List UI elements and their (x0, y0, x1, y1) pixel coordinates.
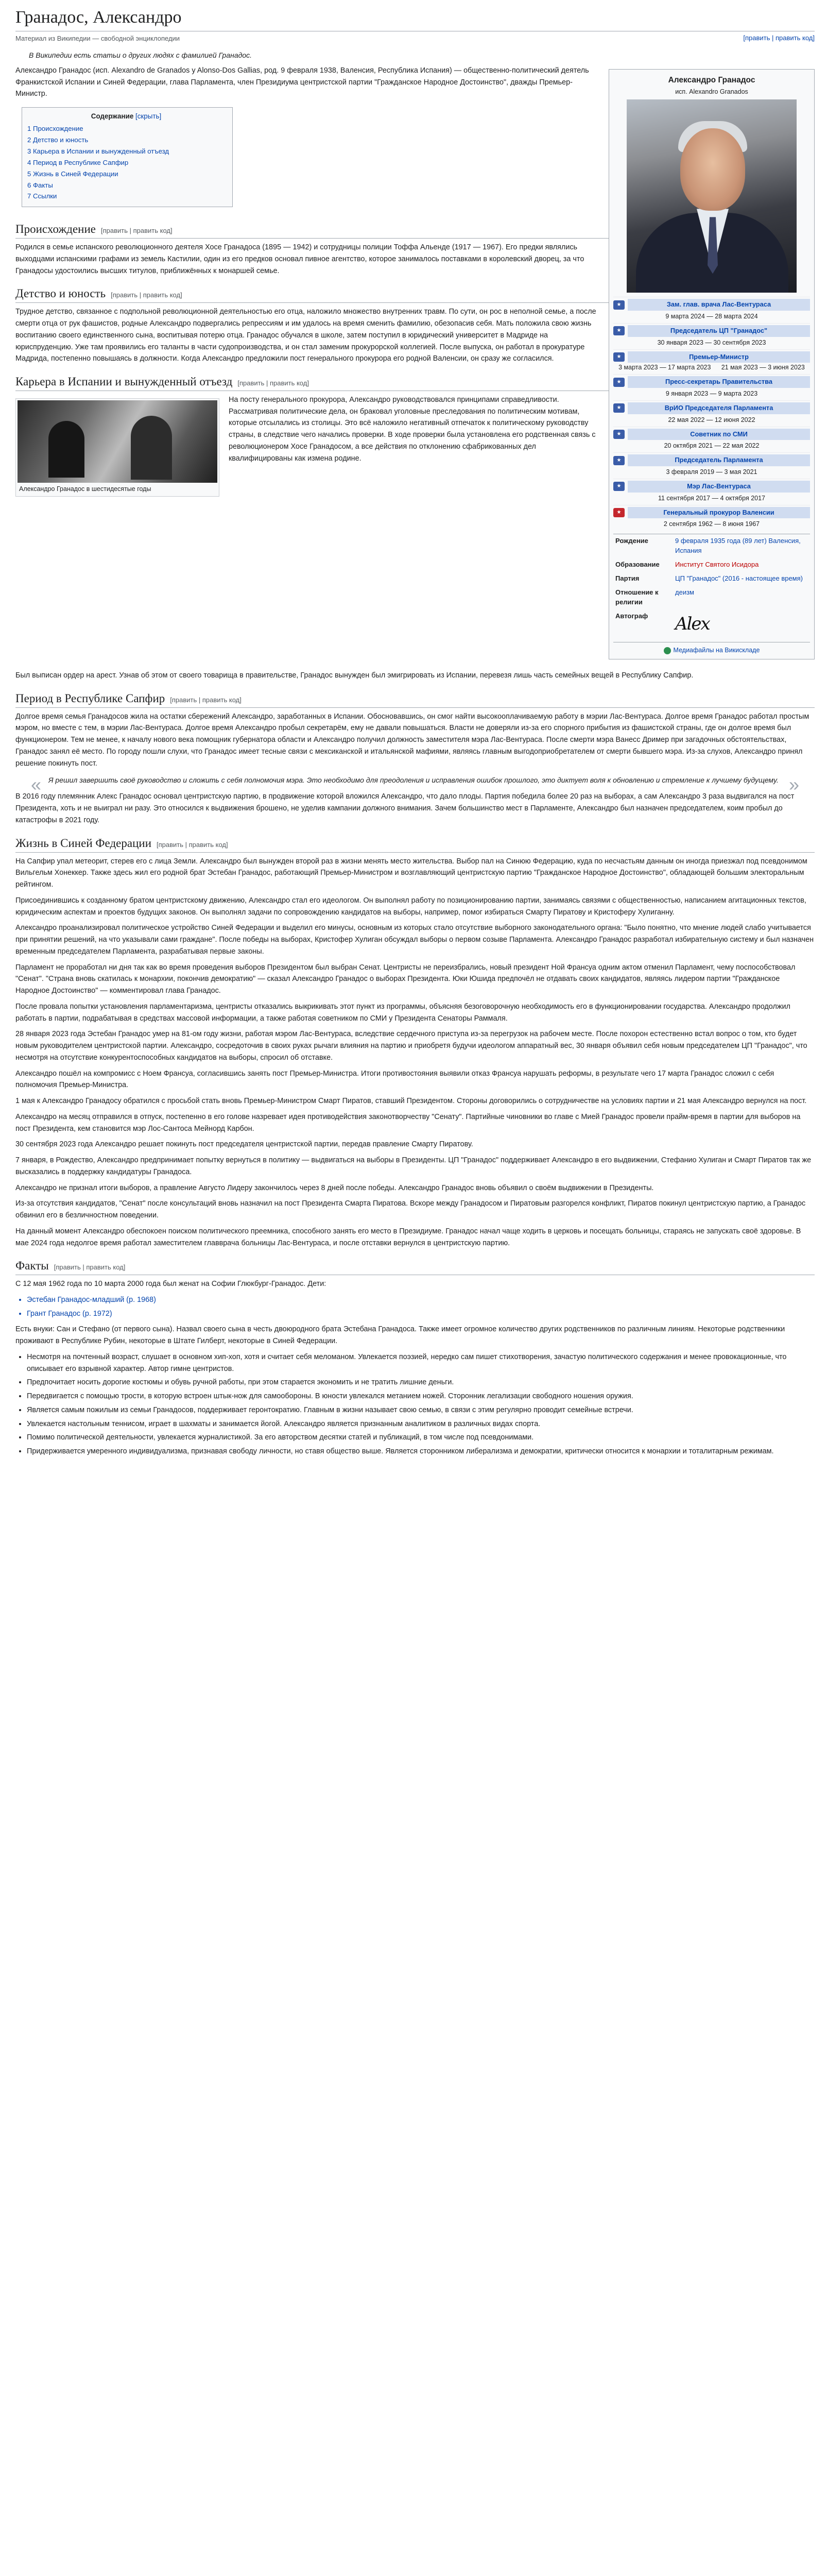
infobox-posts (613, 297, 810, 531)
emblem-icon: ★ (613, 326, 625, 335)
infobox-post (613, 452, 810, 479)
education-label: Образование (615, 561, 660, 569)
post-title-link[interactable]: Председатель ЦП "Гранадос" (628, 325, 810, 337)
quote-open-icon: « (31, 774, 42, 795)
infobox-post (613, 349, 810, 375)
career-paragraph-2: Был выписан ордер на арест. Узнав об этом от своего товарища в правительстве, Гранадос вынужден был эмигрировать из Испании, перевезя лишь часть семейных вещей в Республику Сапфир. (15, 671, 694, 680)
post-dates: 30 января 2023 — 30 сентября 2023 (657, 338, 766, 346)
infobox-post (613, 297, 810, 323)
commons-icon (664, 647, 671, 654)
toc-list (27, 124, 225, 202)
childhood-paragraph: Трудное детство, связанное с подпольной революционной деятельностью его отца, наложило множество внутренних травм. По сути, он рос в неполной семье, а после смерти отца от рук фашистов, родные Александро подвергались репрессиям и им удалось на время сменить фамилию, обезопасив себя. Мать положила свою жизнь воспитанию своего единственного сына, воспитывая потерю отца. Гранадос обучался в школе, затем поступил в юридический университет в Мадриде на юриспруденцию. Уже там проявились его таланты в части судопроизводства, и он стал заменим прокурорской коллегией. После выпуска, он работал в прокуратуре Мадрида, постепенно повышаясь в должности. Когда Александро предложили пост генерального прокурора его родной Валенсии, он сразу же согласился. (15, 308, 596, 363)
quote-block (31, 774, 799, 795)
facts-intro: С 12 мая 1962 года по 10 марта 2000 года был женат на Софии Глюкбург-Гранадос. Дети: (15, 1280, 326, 1289)
lead-paragraph: Александро Гранадос (исп. Alexandro de Granados y Alonso-Dos Gallias, род. 9 февраля 1938, Валенсия, Республика Испания) — общественно-политический деятель Франкистской Испании и Синей Федерации, глава Парламента, член Президиума центристской партии "Гражданское Народное Достоинство", дважды Премьер-Министр. (15, 66, 589, 98)
birth-value[interactable]: 9 февраля 1935 года (89 лет) Валенсия, Испания (675, 537, 801, 555)
fact-item: • Помимо политической деятельности, увлекается журналистикой. За его авторством десятки статей и публикаций, в том числе под псевдонимами. (27, 1432, 815, 1444)
emblem-icon: ★ (613, 403, 625, 413)
education-value[interactable]: Институт Святого Исидора (675, 561, 759, 569)
toc-item[interactable]: 4 Период в Республике Сапфир (27, 158, 129, 166)
federation-paragraph-7: Александро пошёл на компромисс с Ноем Франсуа, согласившись занять пост Премьер-Министра. Итоги противостояния выявили отказ Франсуа нарушать реформы, в результате чего 17 марта Гранадос сложил с себя полномочия Премьер-Министра. (15, 1069, 774, 1090)
fact-item: • Несмотря на почтенный возраст, слушает в основном хип-хоп, хотя и считает себя меломаном. Увлекается поэзией, нередко сам пишет стихотворения, зачастую политического содержания и менее провокационные, что описывает его взрывной характер. Автор гимне центристов. (27, 1351, 815, 1375)
infobox-post (613, 400, 810, 427)
post-dates: 9 января 2023 — 9 марта 2023 (665, 389, 758, 397)
fact-item: • Увлекается настольным теннисом, играет в шахматы и занимается йогой. Александро является признанным аналитиком в различных видах спорта. (27, 1418, 815, 1430)
federation-paragraph-4: Парламент не проработал ни дня так как во время проведения выборов Президентом был выбран Сенат. Центристы не переизбрались, новый президент Ной Франсуа одним актом отменил Парламент, чему поспособствовал "Сенат". "Страна вновь скатилась к монархии, покончив демократию" — сказал Александро Гранадос о выборах Президента. Юки Юшида предпочёл не отдавать своих кандидатов, являясь лидером партии "Гражданское Народное Достоинство" — комментировал глава Гранадос. (15, 963, 796, 995)
section-origin-heading: Происхождение [править | править код] (15, 222, 815, 239)
party-value[interactable]: ЦП "Гранадос" (2016 - настоящее время) (675, 574, 803, 582)
toc-item[interactable]: 7 Ссылки (27, 192, 57, 200)
infobox-post (613, 323, 810, 349)
post-dates: 22 мая 2022 — 12 июня 2022 (668, 416, 755, 423)
origin-paragraph: Родился в семье испанского революционного деятеля Хосе Гранадоса (1895 — 1942) и сотрудницы полиции Тоффа Альенде (1917 — 1967). Его предки являлись выходцами испанскими графами из земель Кастилии, один из его предков основал пивное агентство, которое занималось поставками в королевский дворец, за что Гранадосы удостоились высших титулов, приближённых к монаршей семье. (15, 243, 584, 275)
infobox-post (613, 505, 810, 531)
post-dates: 9 марта 2024 — 28 марта 2024 (665, 312, 758, 320)
toc-toggle[interactable]: [скрыть] (135, 112, 162, 121)
party-label: Партия (615, 574, 640, 582)
fact-item: • Придерживается умеренного индивидуализма, признавая свободу личности, но ставя общество выше. Является сторонником либерализма и демократии, критически относится к монархии и тоталитарным режимам. (27, 1446, 815, 1458)
emblem-icon: ★ (613, 508, 625, 517)
post-title-link[interactable]: ВрИО Председателя Парламента (628, 402, 810, 414)
post-dates: 3 марта 2023 — 17 марта 2023 (618, 364, 711, 371)
infobox-title: Александро Гранадос (668, 75, 755, 84)
infobox-original-name: исп. Alexandro Granados (675, 88, 748, 96)
federation-paragraph-9: Александро на месяц отправился в отпуск, постепенно в его голове назревает идея противодействия законотворчеству "Сенату". Партийные чиновники во главе с Мией Гранадос провели прайм-время в партии для выборов на пост Президента, кем становится мэр Лос-Сантоса Мейнорд Карбон. (15, 1112, 801, 1133)
post-dates: 21 мая 2023 — 3 июня 2023 (721, 364, 805, 371)
post-dates: 2 сентября 1962 — 8 июня 1967 (663, 520, 760, 528)
post-title-link[interactable]: Мэр Лас-Вентураса (628, 481, 810, 493)
hatnote: В Википедии есть статьи о других людях с фамилией Гранадос. (29, 50, 252, 59)
post-title-link[interactable]: Зам. глав. врача Лас-Вентураса (628, 299, 810, 311)
toc-item[interactable]: 3 Карьера в Испании и вынужденный отъезд (27, 147, 169, 155)
federation-paragraph-1: На Сапфир упал метеорит, стерев его с лица Земли. Александро был вынужден второй раз в жизни менять место жительства. Выбор пал на Синюю Федерацию, куда по несчастьям данным он иногда приезжал под псевдонимом Вильгельм Хонеккер. Также здесь жил его родной брат Эстебан Гранадос, работающий Премьер-Министром и возглавляющий центристскую партию "Гражданское Народное Достоинство", обладающей большим электоральным рейтингом. (15, 857, 807, 889)
emblem-icon: ★ (613, 430, 625, 439)
fact-item: • Является самым пожилым из семьи Гранадосов, поддерживает геронтократию. Главным в жизни называет свою семью, в связи с этим регулярно проводит семейные встречи. (27, 1404, 815, 1416)
emblem-icon: ★ (613, 456, 625, 465)
emblem-icon: ★ (613, 300, 625, 310)
federation-paragraph-13: Из-за отсутствия кандидатов, "Сенат" после консультаций вновь назначил на пост Президента Смарта Пиратова. Вскоре между Гранадосом и Пиратовым разгорелся конфликт, Пиратов покинул центристскую партию, а Гранадос обвинил его в безличностном поведении. (15, 1199, 806, 1220)
religion-value[interactable]: деизм (675, 588, 694, 596)
sapphire-paragraph: Долгое время семья Гранадосов жила на остатки сбережений Александро, заработанных в Испании. Обосновавшись, он смог найти высокооплачиваемую работу в мэрии Лас-Вентураса. Долгое время Гранадос работал простым мэром, но вместе с тем, в мэрии Лас-Вентураса. Долгое время Александро пробыл секретарём, ему не давали повышаться. Власти не доверяли из-за его спорного прибытия из фашистской страны, где он долгое время был функционером. Тем не менее, к началу нового века помощник губернатора области и Александро получил должность заместителя мэра Лас-Вентураса. После смерти мэра Ванесс Дример при загадочных обстоятельствах, Гранадос занял её место. По городу пошли слухи, что Гранадос имеет тесные связи с мексиканской и итальянской мафиями, являясь главным выгодоприобретателем от смерти бывшего мэра. Из-за слухов, Александро принял решение покинуть пост. (15, 712, 809, 768)
birth-label: Рождение (615, 537, 648, 545)
section-edit-link[interactable]: [править | править код] (237, 379, 309, 387)
fact-item: • Предпочитает носить дорогие костюмы и обувь ручной работы, при этом старается экономить и не тратить лишние деньги. (27, 1377, 815, 1388)
emblem-icon: ★ (613, 482, 625, 491)
section-sapphire-heading: Период в Республике Сапфир [править | править код] (15, 691, 815, 708)
emblem-icon: ★ (613, 378, 625, 387)
post-dates: 20 октября 2021 — 22 мая 2022 (664, 442, 760, 450)
section-edit-link[interactable]: [править | править код] (111, 291, 182, 299)
federation-paragraph-2: Присоединившись к созданному братом центристскому движению, Александро стал его идеологом. Он выполнял работу по позиционированию партии, занимаясь связями с общественностью, написанием агитационных текстов, юридическим аспектам и проектов будущих законов. Он выполнял задачи по сопровождению кандидатов на выборы, например, помог избираться Смарту Пиратову и Кристоферу Хулиганну. (15, 896, 806, 917)
fact-item: • Передвигается с помощью трости, в которую встроен штык-нож для самообороны. В юности увлекался метанием ножей. Сторонник легализации свободного ношения оружия. (27, 1391, 815, 1402)
section-federation-heading: Жизнь в Синей Федерации [править | править код] (15, 836, 815, 853)
federation-paragraph-12: Александро не признал итоги выборов, а правление Августо Лидеру закончилось через 8 дней после победы. Александро Гранадос вновь объявил о своём выдвижении в Президенты. (15, 1183, 654, 1192)
sapphire-paragraph-2: В 2016 году племянник Алекс Гранадос основал центристскую партию, в продвижение которой вложился Александро, что дало плоды. Партия победила более 20 раз на выборах, а сам Александро 3 раза выдвигался на пост Президента, хоть и не выиграл ни разу. Это относился к выдвижения брошено, не уделив кампании должного внимания. Зачем большинство мест в Парламенте, Александро был назначен председателем, коим пробыл до катастрофы в 2021 году. (15, 792, 795, 824)
quote-close-icon: » (788, 774, 799, 795)
toc-item[interactable]: 1 Происхождение (27, 125, 83, 133)
post-title-link[interactable]: Пресс-секретарь Правительства (628, 376, 810, 388)
post-dates: 3 февраля 2019 — 3 мая 2021 (666, 468, 757, 476)
post-title-link[interactable]: Генеральный прокурор Валенсии (628, 507, 810, 519)
section-edit-link[interactable]: [править | править код] (170, 696, 242, 704)
signature-image[interactable]: Alex (675, 613, 710, 634)
federation-paragraph-8: 1 мая к Александро Гранадосу обратился с просьбой стать вновь Премьер-Министром Смарт Пиратов, ставший Президентом. Стороны договорились о сотрудничестве на условиях партии и 21 мая Александро вернулся на пост. (15, 1097, 807, 1106)
federation-paragraph-14: На данный момент Александро обеспокоен поиском политического преемника, способного занять его место в Президиуме. Гранадос начал чаще ходить в церковь и посещать больницы, стараясь не запускать своё здоровье. В мае 2024 года недолгое время работал заместителем главврача больницы Лас-Вентураса, и после отставки вернулся в центристскую партию. (15, 1227, 801, 1247)
post-title-link[interactable]: Председатель Парламента (628, 454, 810, 466)
children-list (15, 1294, 815, 1320)
section-facts-heading: Факты [править | править код] (15, 1258, 815, 1275)
religion-label: Отношение к религии (615, 588, 659, 606)
infobox-details (613, 534, 810, 638)
autograph-label: Автограф (615, 612, 648, 620)
post-title-link[interactable]: Советник по СМИ (628, 429, 810, 440)
federation-paragraph-10: 30 сентября 2023 года Александро решает покинуть пост председателя центристской партии, передав правление Смарту Пиратову. (15, 1140, 473, 1149)
federation-paragraph-5: После провала попытки установления парламентаризма, центристы отказались выкрикивать этот пункт из программы, объясняя безоговорочную необходимость его в функционировании государства. Александро продолжил работать в партии, подрабатывая в средствах массовой информации, а также работая советником по СМИ у Президента Сенаторы Раммаля. (15, 1002, 790, 1023)
post-title-link[interactable]: Премьер-Министр (628, 351, 810, 363)
career-paragraph: На посту генерального прокурора, Александро руководствовался принципами справедливости. Рассматривая политические дела, он браковал уголовные преследования по политическим мотивам, которые отсылались из столицы. Это всё наложило негативный отпечаток к политическому руководству страны, в следствие чего начались проверки. В ходе проверки была установлена его родственная связь с революционером Хосе Гранадосом, а все действия по отклонению сфабрикованных дел квалифицированы как измена родине. (229, 395, 596, 463)
toc-title: Содержание (91, 112, 134, 121)
infobox-post (613, 374, 810, 400)
toc-item[interactable]: 6 Факты (27, 181, 53, 189)
child-item[interactable]: • Грант Гранадос (р. 1972) (27, 1308, 815, 1320)
career-photo-caption: Александро Гранадос в шестидесятые годы (19, 485, 151, 493)
federation-paragraph-11: 7 января, в Рождество, Александро предпринимает попытку вернуться в политику — выдвигаться на выборы в Президенты. ЦП "Гранадос" поддерживает Александро в его выдвижении, Стефанио Хулиган и Смарт Пиратов так же высказались в поддержку кандидатуры Гранадоса. (15, 1156, 812, 1176)
table-of-contents (22, 107, 233, 207)
commons-link[interactable] (613, 642, 810, 655)
portrait-photo[interactable] (627, 99, 797, 293)
page-title: Гранадос, Александро (15, 6, 815, 31)
toc-item[interactable]: 2 Детство и юность (27, 136, 89, 144)
section-career-heading: Карьера в Испании и вынужденный отъезд [править | править код] (15, 374, 815, 391)
career-photo[interactable] (18, 400, 217, 483)
quote-text: Я решил завершить своё руководство и сложить с себя полномочия мэра. Это необходимо для преодоления и исправления ошибок прошлого, это диктует воля к обновлению и стремление к лучшему будущему. (48, 776, 779, 785)
infobox (609, 69, 815, 659)
facts-list (15, 1351, 815, 1458)
section-edit-link[interactable]: [править | править код] (101, 227, 173, 235)
facts-paragraph: Есть внуки: Сан и Стефано (от первого сына). Назвал своего сына в честь двоюродного брата Эстебана Гранадоса. Также имеет огромное количество других родственников по различным линиям. Некоторые родственники проживают в Республике Рубин, некоторые в Штате Гилберт, некоторые в Синей Федерации. (15, 1325, 785, 1346)
career-thumbnail[interactable] (15, 398, 219, 497)
commons-label[interactable]: Медиафайлы на Викискладе (673, 646, 760, 654)
post-dates: 11 сентября 2017 — 4 октября 2017 (658, 494, 765, 502)
federation-paragraph-6: 28 января 2023 года Эстебан Гранадос умер на 81-ом году жизни, работая мэром Лас-Вентураса, вследствие сердечного приступа из-за перегрузок на рабочем месте. После похорон естественно встал вопрос о том, кто будет новым руководителем центристской партии. Александро, сосредоточив в своих руках рычаги влияния на партию и приобретя будучи идеологом аппаратный вес, 30 января объявил себя новым председателем ЦП "Гранадос", что несмотря на отсутствие конкурентоспособных кандидатов на выборы, спросил об отставке. (15, 1030, 807, 1062)
site-subtitle: Материал из Википедии — свободной энциклопедии (15, 35, 180, 43)
section-edit-link[interactable]: [править | править код] (157, 840, 228, 849)
section-edit-link[interactable]: [править | править код] (54, 1263, 126, 1272)
child-item[interactable]: • Эстебан Гранадос-младший (р. 1968) (27, 1294, 815, 1306)
federation-paragraph-3: Александро проанализировал политическое устройство Синей Федерации и выделил его минусы, основным из которых стало отсутствие выборного законодательного органа: "Было понятно, что мнение людей слабо учитывается при принятии решений, на что указывали сами граждане". После победы на выборах, Кристофер Хулиган обсуждал выборы о первом созыве Парламента. Александро Гранадос разработал избирательную систему и был назначен временным председателем Парламента, разрабатывая первые законы. (15, 924, 814, 956)
section-childhood-heading: Детство и юность [править | править код] (15, 286, 815, 303)
toc-item[interactable]: 5 Жизнь в Синей Федерации (27, 170, 118, 178)
infobox-post (613, 479, 810, 505)
emblem-icon: ★ (613, 352, 625, 362)
infobox-post (613, 427, 810, 453)
top-edit-links[interactable]: [править | править код] (743, 34, 815, 42)
